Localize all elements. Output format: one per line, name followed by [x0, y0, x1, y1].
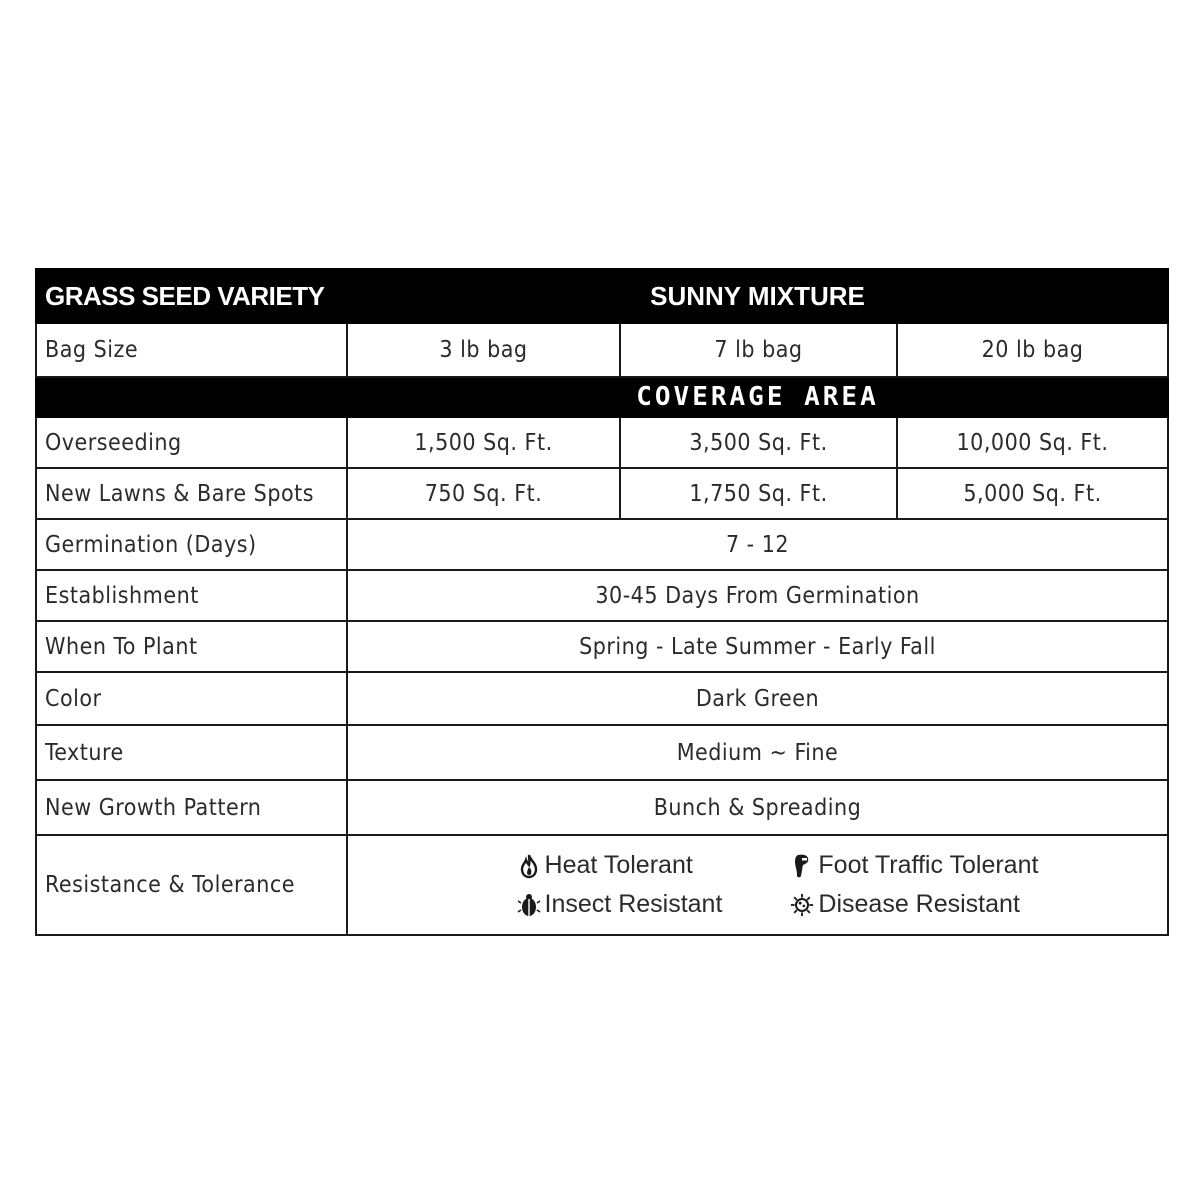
footprint-icon	[790, 853, 814, 879]
coverage-value: 750 Sq. Ft.	[347, 468, 620, 519]
virus-icon	[790, 892, 814, 918]
mixture-name: SUNNY MIXTURE	[347, 269, 1168, 323]
table-row	[36, 468, 1168, 519]
resistance-cell	[347, 835, 1168, 935]
table-row	[36, 417, 1168, 468]
bag-size-value: 20 lb bag	[897, 323, 1168, 377]
coverage-section-row	[36, 377, 1168, 417]
row-label: Resistance & Tolerance	[36, 835, 347, 935]
row-label: Color	[36, 672, 347, 725]
row-label: When To Plant	[36, 621, 347, 672]
beetle-icon	[517, 892, 541, 918]
row-label: Bag Size	[36, 323, 347, 377]
resistance-item	[790, 851, 1038, 880]
coverage-value: 5,000 Sq. Ft.	[897, 468, 1168, 519]
grass-seed-spec-table	[35, 268, 1167, 936]
row-label: Establishment	[36, 570, 347, 621]
spec-value: Medium ~ Fine	[347, 725, 1168, 780]
section-spacer	[36, 377, 347, 417]
table-row	[36, 621, 1168, 672]
table-row	[36, 725, 1168, 780]
spec-value: Spring - Late Summer - Early Fall	[347, 621, 1168, 672]
resistance-text: Insect Resistant	[544, 890, 723, 918]
variety-label: GRASS SEED VARIETY	[36, 269, 347, 323]
resistance-grid	[356, 851, 1159, 919]
spec-value: 7 - 12	[347, 519, 1168, 570]
row-label: New Growth Pattern	[36, 780, 347, 835]
spec-table	[35, 268, 1169, 936]
table-row	[36, 570, 1168, 621]
row-label: Overseeding	[36, 417, 347, 468]
bag-size-row	[36, 323, 1168, 377]
coverage-value: 1,750 Sq. Ft.	[620, 468, 897, 519]
resistance-item	[517, 851, 723, 880]
table-row	[36, 519, 1168, 570]
coverage-value: 1,500 Sq. Ft.	[347, 417, 620, 468]
resistance-item	[517, 890, 723, 919]
coverage-value: 3,500 Sq. Ft.	[620, 417, 897, 468]
spec-value: 30-45 Days From Germination	[347, 570, 1168, 621]
flame-icon	[517, 853, 541, 879]
bag-size-value: 7 lb bag	[620, 323, 897, 377]
row-label: Texture	[36, 725, 347, 780]
row-label: Germination (Days)	[36, 519, 347, 570]
resistance-item	[790, 890, 1038, 919]
spec-value: Bunch & Spreading	[347, 780, 1168, 835]
resistance-text: Foot Traffic Tolerant	[818, 851, 1039, 879]
table-row	[36, 672, 1168, 725]
resistance-text: Disease Resistant	[818, 890, 1020, 918]
bag-size-value: 3 lb bag	[347, 323, 620, 377]
table-row	[36, 780, 1168, 835]
resistance-text: Heat Tolerant	[544, 851, 693, 879]
coverage-value: 10,000 Sq. Ft.	[897, 417, 1168, 468]
resistance-row	[36, 835, 1168, 935]
coverage-title: COVERAGE AREA	[347, 377, 1168, 417]
header-row	[36, 269, 1168, 323]
spec-value: Dark Green	[347, 672, 1168, 725]
row-label: New Lawns & Bare Spots	[36, 468, 347, 519]
